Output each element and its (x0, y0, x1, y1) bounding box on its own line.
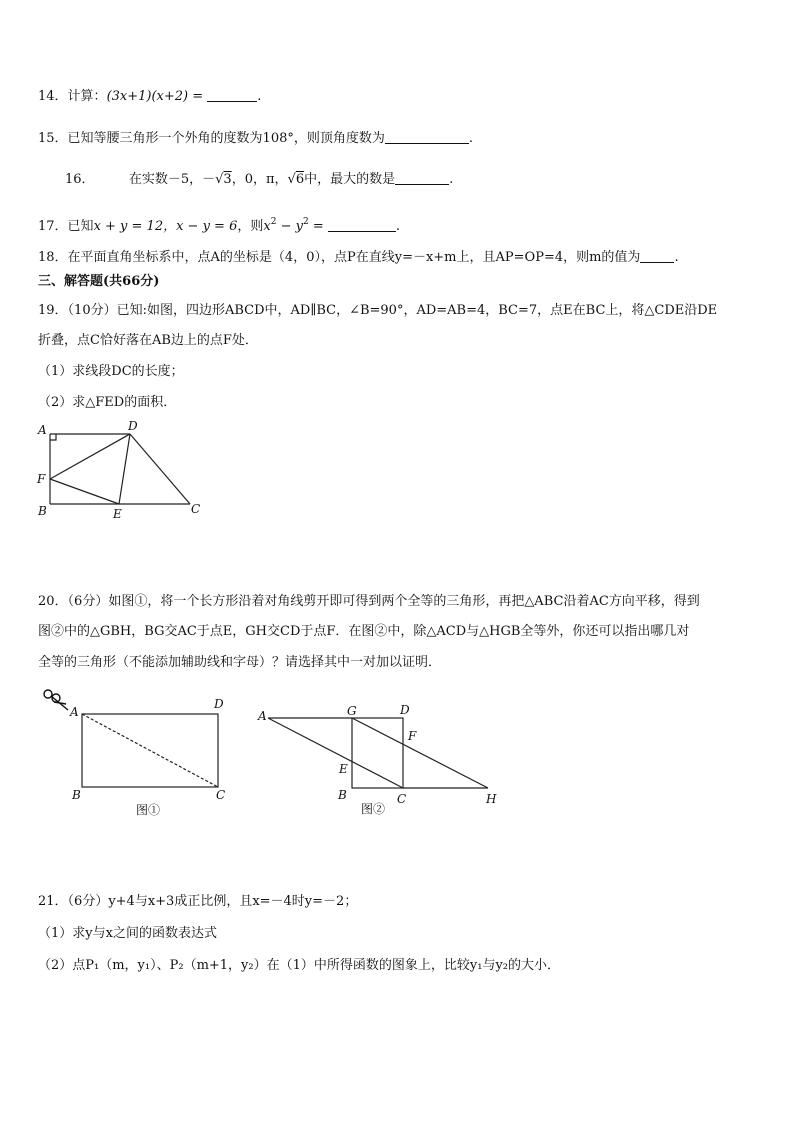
q14-text: 计算： (67, 89, 107, 104)
fig1-label-a: A (70, 705, 79, 719)
fig2-label-a: A (258, 709, 267, 723)
fig2-label-g: G (347, 704, 357, 718)
q18-answer-blank[interactable] (640, 248, 674, 263)
q16-text-3: 中，最大的数是 (304, 172, 396, 187)
fig2-caption: 图② (361, 802, 386, 816)
q19-figure (30, 418, 220, 523)
fig1-label-d: D (214, 697, 224, 711)
question-17 (38, 212, 400, 237)
q17-sup-1: 2 (270, 217, 277, 227)
q14-expression: (3x+1)(x+2) = (106, 89, 204, 104)
q19-label-e: E (113, 507, 122, 521)
q19-edge-de (119, 434, 130, 504)
q17-text-1: 已知 (67, 219, 94, 234)
fig1-label-c: C (216, 788, 226, 802)
fig1-label-b: B (72, 788, 81, 802)
q16-end: . (449, 172, 454, 187)
q19-label-d: D (128, 419, 138, 433)
q17-end: . (395, 219, 401, 234)
q21-line-1: 21．（6分）y+4与x+3成正比例，且x=－4时y=－2； (38, 894, 358, 909)
q15-answer-blank[interactable] (385, 129, 469, 144)
q18-end: . (674, 250, 679, 265)
q20-figure-1 (38, 686, 238, 821)
q15-end: . (468, 131, 474, 146)
q20-figure-2 (250, 700, 510, 820)
q21-sub-1: （1）求y与x之间的函数表达式 (38, 926, 217, 941)
fig2-label-d: D (400, 703, 410, 717)
q16-number: 16． (65, 172, 95, 187)
fig2-square-gbcd (352, 718, 403, 788)
q19-edge-df (50, 434, 130, 479)
q19-line-1: 19．（10分）已知:如图，四边形ABCD中，AD∥BC，∠B=90°，AD=AB=4，BC=7，点E在BC上，将△CDE沿DE (38, 303, 718, 318)
q17-text-2: ，则 (237, 219, 264, 234)
q19-sub-1: （1）求线段DC的长度； (38, 364, 184, 379)
q17-expression-x: x (263, 219, 271, 234)
q19-line-2: 折叠，点C恰好落在AB边上的点F处． (38, 333, 258, 348)
question-14 (38, 87, 261, 107)
q17-sup-2: 2 (302, 217, 309, 227)
q14-end: . (257, 89, 262, 104)
fig2-label-c: C (397, 792, 407, 806)
section-3-heading: 三、解答题(共66分) (38, 274, 160, 289)
q14-number: 14． (38, 89, 68, 104)
q19-sub-2: （2）求△FED的面积． (38, 395, 177, 410)
q19-edge-dc (130, 434, 190, 504)
fig2-label-h: H (486, 792, 497, 806)
q16-text-1: 在实数－5，－ (128, 172, 216, 187)
q17-expression-eq: = (308, 219, 324, 234)
fig2-label-f: F (408, 729, 417, 743)
q19-edge-fe (50, 479, 119, 504)
fig1-caption: 图① (136, 803, 161, 817)
question-18 (38, 248, 679, 268)
fig2-edge-gh (352, 718, 488, 788)
q20-line-3: 全等的三角形（不能添加辅助线和字母）？请选择其中一对加以证明． (38, 655, 442, 670)
q18-number: 18． (38, 250, 68, 265)
q17-expression-1: x + y = 12，x − y = 6 (93, 219, 238, 234)
q17-number: 17． (38, 219, 68, 234)
q21-sub-2: （2）点P₁（m，y₁）、P₂（m+1，y₂）在（1）中所得函数的图象上，比较y₁与y₂的大小． (38, 958, 560, 973)
q20-line-2: 图②中的△GBH，BG交AC于点E，GH交CD于点F．在图②中，除△ACD与△HGB全等外，你还可以指出哪几对 (38, 624, 690, 639)
q16-text-2: ，0，π， (231, 172, 288, 187)
question-15 (38, 129, 473, 149)
q20-line-1: 20．（6分）如图①，将一个长方形沿着对角线剪开即可得到两个全等的三角形，再把△ABC沿着AC方向平移，得到 (38, 594, 700, 609)
scissors-icon (44, 690, 68, 710)
q16-sqrt-6: 6 (295, 172, 305, 187)
q19-label-a: A (38, 423, 47, 437)
q19-label-c: C (191, 502, 201, 516)
q18-text: 在平面直角坐标系中，点A的坐标是（4，0），点P在直线y=－x+m上，且AP=OP=4，则m的值为 (67, 250, 641, 265)
q19-label-f: F (37, 472, 46, 486)
fig2-label-b: B (338, 788, 347, 802)
q16-answer-blank[interactable] (395, 170, 449, 185)
fig2-label-e: E (339, 762, 348, 776)
q15-number: 15． (38, 131, 68, 146)
q15-text: 已知等腰三角形一个外角的度数为108°，则顶角度数为 (67, 131, 385, 146)
q19-right-angle-mark (50, 434, 56, 440)
fig2-edge-ac (268, 718, 403, 788)
question-16: 16． 在实数－5，－√3，0，π，√6中，最大的数是 . (65, 172, 454, 187)
fig1-diagonal (82, 714, 218, 787)
q16-sqrt-3: 3 (223, 172, 232, 187)
q17-expression-y: − y (276, 219, 303, 234)
q19-label-b: B (38, 504, 47, 518)
q17-answer-blank[interactable] (328, 217, 396, 232)
q14-answer-blank[interactable] (207, 87, 257, 102)
